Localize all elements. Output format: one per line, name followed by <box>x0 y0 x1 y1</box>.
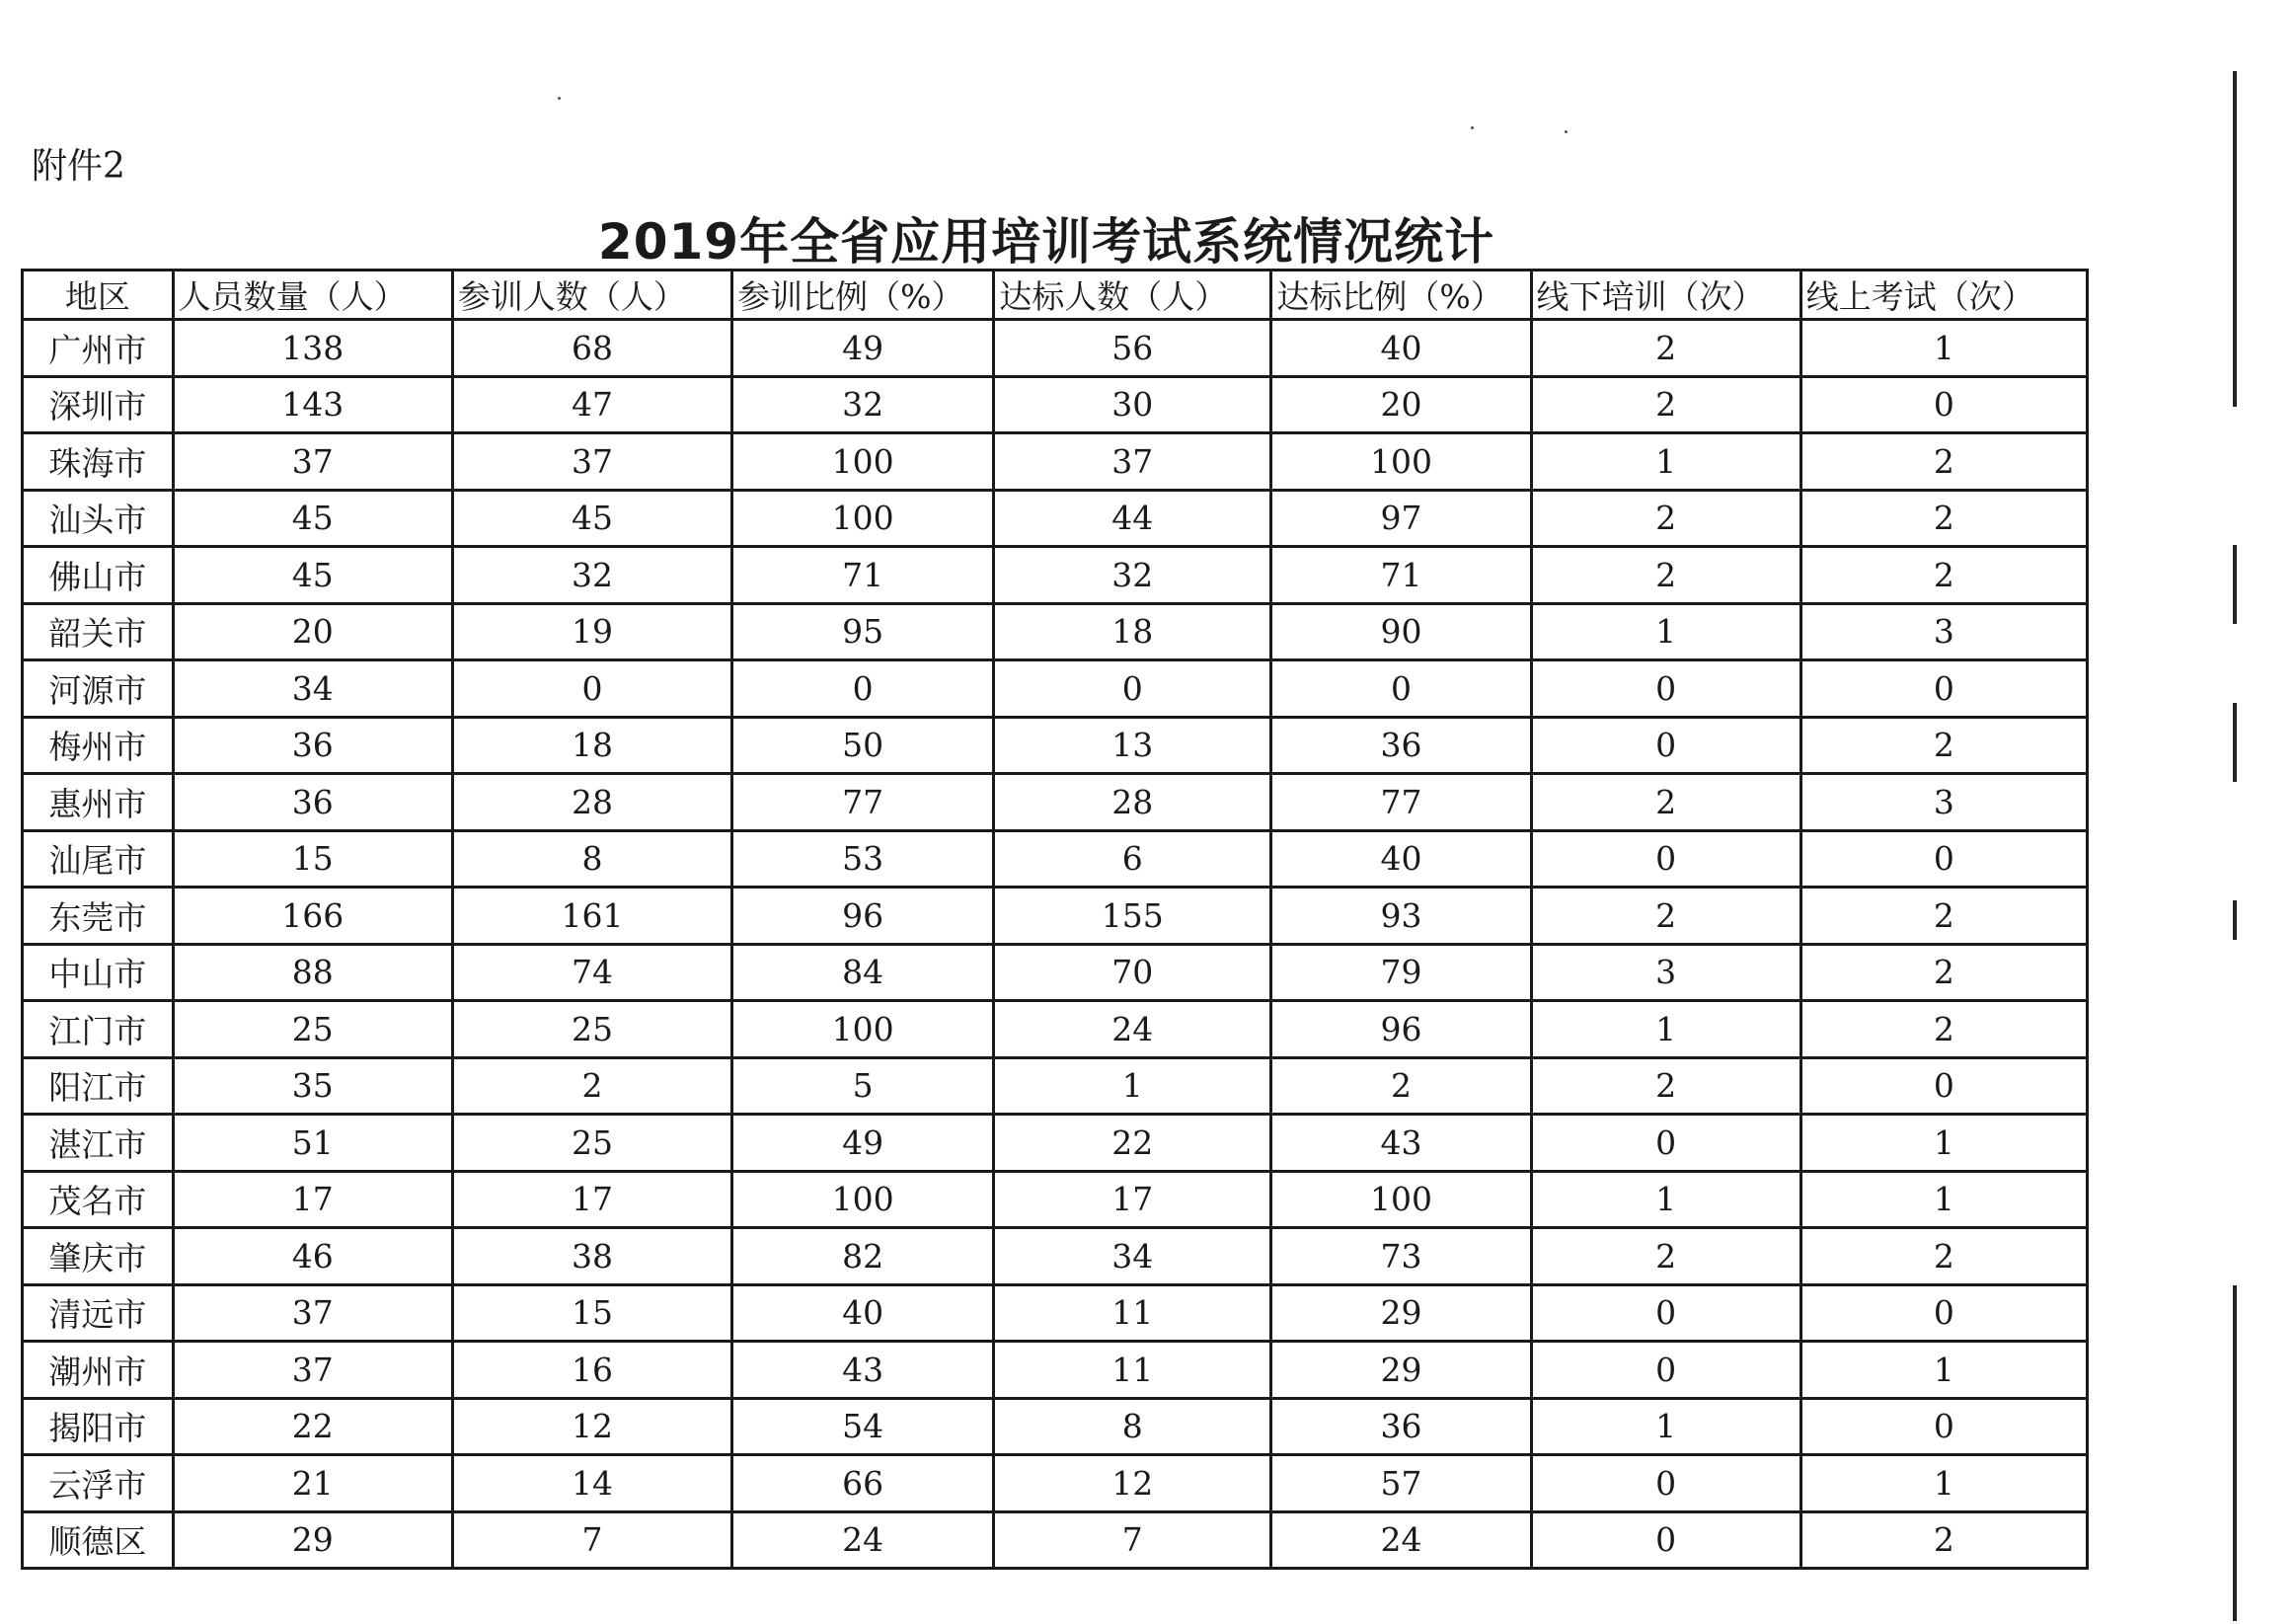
value-cell: 15 <box>452 1284 731 1342</box>
region-cell: 惠州市 <box>23 774 174 831</box>
value-cell: 45 <box>173 547 452 604</box>
table-row <box>23 660 2088 718</box>
attachment-label: 附件2 <box>32 146 125 187</box>
value-cell: 37 <box>994 433 1271 491</box>
value-cell: 32 <box>994 547 1271 604</box>
value-cell: 40 <box>732 1284 994 1342</box>
value-cell: 34 <box>173 660 452 718</box>
value-cell: 74 <box>452 944 731 1001</box>
value-cell: 66 <box>732 1455 994 1512</box>
value-cell: 43 <box>1271 1115 1531 1172</box>
value-cell: 29 <box>1271 1342 1531 1399</box>
value-cell: 2 <box>1800 547 2087 604</box>
value-cell: 13 <box>994 717 1271 774</box>
value-cell: 82 <box>732 1228 994 1285</box>
value-cell: 3 <box>1800 603 2087 660</box>
table-row <box>23 944 2088 1001</box>
value-cell: 3 <box>1800 774 2087 831</box>
scan-edge-mark <box>2233 900 2237 940</box>
column-header: 线上考试（次） <box>1800 271 2087 320</box>
column-header: 达标人数（人） <box>994 271 1271 320</box>
value-cell: 37 <box>173 433 452 491</box>
value-cell: 95 <box>732 603 994 660</box>
value-cell: 45 <box>452 490 731 547</box>
value-cell: 90 <box>1271 603 1531 660</box>
value-cell: 14 <box>452 1455 731 1512</box>
value-cell: 17 <box>173 1171 452 1228</box>
value-cell: 46 <box>173 1228 452 1285</box>
value-cell: 2 <box>1271 1057 1531 1115</box>
value-cell: 1 <box>1531 603 1800 660</box>
value-cell: 1 <box>1800 1342 2087 1399</box>
value-cell: 6 <box>994 830 1271 888</box>
value-cell: 37 <box>452 433 731 491</box>
value-cell: 29 <box>1271 1284 1531 1342</box>
value-cell: 0 <box>1800 376 2087 433</box>
value-cell: 30 <box>994 376 1271 433</box>
value-cell: 1 <box>1800 320 2087 377</box>
value-cell: 1 <box>1531 1171 1800 1228</box>
value-cell: 0 <box>1531 1342 1800 1399</box>
table-row <box>23 376 2088 433</box>
value-cell: 100 <box>732 433 994 491</box>
table-row <box>23 1342 2088 1399</box>
value-cell: 2 <box>1531 774 1800 831</box>
value-cell: 0 <box>1531 1511 1800 1569</box>
region-cell: 江门市 <box>23 1001 174 1058</box>
region-cell: 佛山市 <box>23 547 174 604</box>
value-cell: 79 <box>1271 944 1531 1001</box>
value-cell: 35 <box>173 1057 452 1115</box>
value-cell: 57 <box>1271 1455 1531 1512</box>
value-cell: 7 <box>994 1511 1271 1569</box>
table-header-row <box>23 271 2088 320</box>
value-cell: 68 <box>452 320 731 377</box>
value-cell: 32 <box>732 376 994 433</box>
value-cell: 24 <box>1271 1511 1531 1569</box>
value-cell: 0 <box>1271 660 1531 718</box>
value-cell: 2 <box>1531 888 1800 945</box>
value-cell: 2 <box>1800 433 2087 491</box>
value-cell: 77 <box>732 774 994 831</box>
value-cell: 96 <box>1271 1001 1531 1058</box>
value-cell: 8 <box>994 1398 1271 1455</box>
value-cell: 32 <box>452 547 731 604</box>
region-cell: 河源市 <box>23 660 174 718</box>
value-cell: 2 <box>1531 376 1800 433</box>
value-cell: 100 <box>732 1001 994 1058</box>
value-cell: 77 <box>1271 774 1531 831</box>
value-cell: 70 <box>994 944 1271 1001</box>
region-cell: 潮州市 <box>23 1342 174 1399</box>
value-cell: 50 <box>732 717 994 774</box>
value-cell: 37 <box>173 1284 452 1342</box>
value-cell: 20 <box>173 603 452 660</box>
value-cell: 18 <box>994 603 1271 660</box>
value-cell: 2 <box>1800 888 2087 945</box>
value-cell: 36 <box>173 774 452 831</box>
table-row <box>23 1511 2088 1569</box>
value-cell: 28 <box>994 774 1271 831</box>
value-cell: 155 <box>994 888 1271 945</box>
region-cell: 韶关市 <box>23 603 174 660</box>
value-cell: 84 <box>732 944 994 1001</box>
value-cell: 71 <box>732 547 994 604</box>
value-cell: 34 <box>994 1228 1271 1285</box>
value-cell: 47 <box>452 376 731 433</box>
table-body <box>23 320 2088 1569</box>
value-cell: 22 <box>173 1398 452 1455</box>
value-cell: 0 <box>1531 1455 1800 1512</box>
value-cell: 100 <box>1271 1171 1531 1228</box>
column-header: 参训比例（%） <box>732 271 994 320</box>
value-cell: 54 <box>732 1398 994 1455</box>
value-cell: 2 <box>1800 490 2087 547</box>
value-cell: 0 <box>732 660 994 718</box>
value-cell: 11 <box>994 1342 1271 1399</box>
value-cell: 37 <box>173 1342 452 1399</box>
value-cell: 24 <box>994 1001 1271 1058</box>
region-cell: 茂名市 <box>23 1171 174 1228</box>
value-cell: 56 <box>994 320 1271 377</box>
value-cell: 2 <box>1800 1001 2087 1058</box>
value-cell: 1 <box>1531 1001 1800 1058</box>
region-cell: 中山市 <box>23 944 174 1001</box>
region-cell: 汕头市 <box>23 490 174 547</box>
value-cell: 0 <box>1800 660 2087 718</box>
table-row <box>23 1455 2088 1512</box>
value-cell: 12 <box>994 1455 1271 1512</box>
value-cell: 1 <box>1800 1115 2087 1172</box>
value-cell: 1 <box>994 1057 1271 1115</box>
region-cell: 东莞市 <box>23 888 174 945</box>
table-row <box>23 1284 2088 1342</box>
region-cell: 湛江市 <box>23 1115 174 1172</box>
value-cell: 100 <box>732 490 994 547</box>
value-cell: 44 <box>994 490 1271 547</box>
column-header: 人员数量（人） <box>173 271 452 320</box>
value-cell: 36 <box>173 717 452 774</box>
scan-edge-mark <box>2233 71 2237 407</box>
region-cell: 清远市 <box>23 1284 174 1342</box>
value-cell: 40 <box>1271 830 1531 888</box>
region-cell: 肇庆市 <box>23 1228 174 1285</box>
value-cell: 100 <box>732 1171 994 1228</box>
table-row <box>23 1001 2088 1058</box>
value-cell: 143 <box>173 376 452 433</box>
value-cell: 1 <box>1531 433 1800 491</box>
scan-edge-mark <box>2233 703 2237 782</box>
table-row <box>23 1228 2088 1285</box>
value-cell: 36 <box>1271 1398 1531 1455</box>
value-cell: 16 <box>452 1342 731 1399</box>
value-cell: 0 <box>994 660 1271 718</box>
value-cell: 0 <box>1531 1115 1800 1172</box>
value-cell: 0 <box>1531 1284 1800 1342</box>
scan-edge-mark <box>2233 545 2237 624</box>
value-cell: 12 <box>452 1398 731 1455</box>
value-cell: 0 <box>1531 830 1800 888</box>
table-row <box>23 774 2088 831</box>
value-cell: 25 <box>173 1001 452 1058</box>
value-cell: 2 <box>1531 320 1800 377</box>
table-row <box>23 1057 2088 1115</box>
table-row <box>23 547 2088 604</box>
region-cell: 揭阳市 <box>23 1398 174 1455</box>
value-cell: 2 <box>1800 1228 2087 1285</box>
scan-dust <box>1565 130 1568 133</box>
value-cell: 0 <box>1800 1398 2087 1455</box>
column-header: 达标比例（%） <box>1271 271 1531 320</box>
table-row <box>23 717 2088 774</box>
value-cell: 1 <box>1531 1398 1800 1455</box>
region-cell: 云浮市 <box>23 1455 174 1512</box>
region-cell: 汕尾市 <box>23 830 174 888</box>
value-cell: 2 <box>452 1057 731 1115</box>
value-cell: 25 <box>452 1115 731 1172</box>
value-cell: 0 <box>452 660 731 718</box>
value-cell: 2 <box>1531 547 1800 604</box>
value-cell: 11 <box>994 1284 1271 1342</box>
value-cell: 2 <box>1531 1228 1800 1285</box>
value-cell: 49 <box>732 320 994 377</box>
table-row <box>23 603 2088 660</box>
value-cell: 45 <box>173 490 452 547</box>
value-cell: 2 <box>1800 717 2087 774</box>
value-cell: 1 <box>1800 1171 2087 1228</box>
region-cell: 广州市 <box>23 320 174 377</box>
value-cell: 138 <box>173 320 452 377</box>
value-cell: 18 <box>452 717 731 774</box>
value-cell: 166 <box>173 888 452 945</box>
column-header: 地区 <box>23 271 174 320</box>
value-cell: 93 <box>1271 888 1531 945</box>
value-cell: 36 <box>1271 717 1531 774</box>
value-cell: 73 <box>1271 1228 1531 1285</box>
value-cell: 1 <box>1800 1455 2087 1512</box>
value-cell: 0 <box>1800 830 2087 888</box>
value-cell: 8 <box>452 830 731 888</box>
value-cell: 21 <box>173 1455 452 1512</box>
value-cell: 38 <box>452 1228 731 1285</box>
value-cell: 20 <box>1271 376 1531 433</box>
region-cell: 梅州市 <box>23 717 174 774</box>
value-cell: 53 <box>732 830 994 888</box>
value-cell: 43 <box>732 1342 994 1399</box>
value-cell: 2 <box>1800 944 2087 1001</box>
value-cell: 0 <box>1531 660 1800 718</box>
value-cell: 25 <box>452 1001 731 1058</box>
region-cell: 珠海市 <box>23 433 174 491</box>
value-cell: 3 <box>1531 944 1800 1001</box>
value-cell: 7 <box>452 1511 731 1569</box>
scan-dust <box>1471 126 1474 129</box>
statistics-table <box>21 269 2089 1570</box>
value-cell: 0 <box>1800 1284 2087 1342</box>
table-row <box>23 1171 2088 1228</box>
region-cell: 阳江市 <box>23 1057 174 1115</box>
value-cell: 88 <box>173 944 452 1001</box>
value-cell: 96 <box>732 888 994 945</box>
value-cell: 2 <box>1531 490 1800 547</box>
value-cell: 5 <box>732 1057 994 1115</box>
value-cell: 24 <box>732 1511 994 1569</box>
document-title: 2019年全省应用培训考试系统情况统计 <box>597 213 1495 271</box>
value-cell: 100 <box>1271 433 1531 491</box>
table-row <box>23 433 2088 491</box>
value-cell: 22 <box>994 1115 1271 1172</box>
value-cell: 97 <box>1271 490 1531 547</box>
column-header: 线下培训（次） <box>1531 271 1800 320</box>
scan-edge-mark <box>2233 1285 2237 1621</box>
value-cell: 0 <box>1531 717 1800 774</box>
value-cell: 2 <box>1800 1511 2087 1569</box>
scan-dust <box>558 97 561 100</box>
value-cell: 17 <box>452 1171 731 1228</box>
table-row <box>23 320 2088 377</box>
value-cell: 40 <box>1271 320 1531 377</box>
value-cell: 15 <box>173 830 452 888</box>
table-row <box>23 888 2088 945</box>
region-cell: 深圳市 <box>23 376 174 433</box>
value-cell: 49 <box>732 1115 994 1172</box>
value-cell: 2 <box>1531 1057 1800 1115</box>
value-cell: 19 <box>452 603 731 660</box>
value-cell: 0 <box>1800 1057 2087 1115</box>
column-header: 参训人数（人） <box>452 271 731 320</box>
region-cell: 顺德区 <box>23 1511 174 1569</box>
table-row <box>23 490 2088 547</box>
value-cell: 51 <box>173 1115 452 1172</box>
table-row <box>23 1115 2088 1172</box>
value-cell: 161 <box>452 888 731 945</box>
value-cell: 29 <box>173 1511 452 1569</box>
table-row <box>23 830 2088 888</box>
value-cell: 28 <box>452 774 731 831</box>
value-cell: 17 <box>994 1171 1271 1228</box>
table-row <box>23 1398 2088 1455</box>
value-cell: 71 <box>1271 547 1531 604</box>
